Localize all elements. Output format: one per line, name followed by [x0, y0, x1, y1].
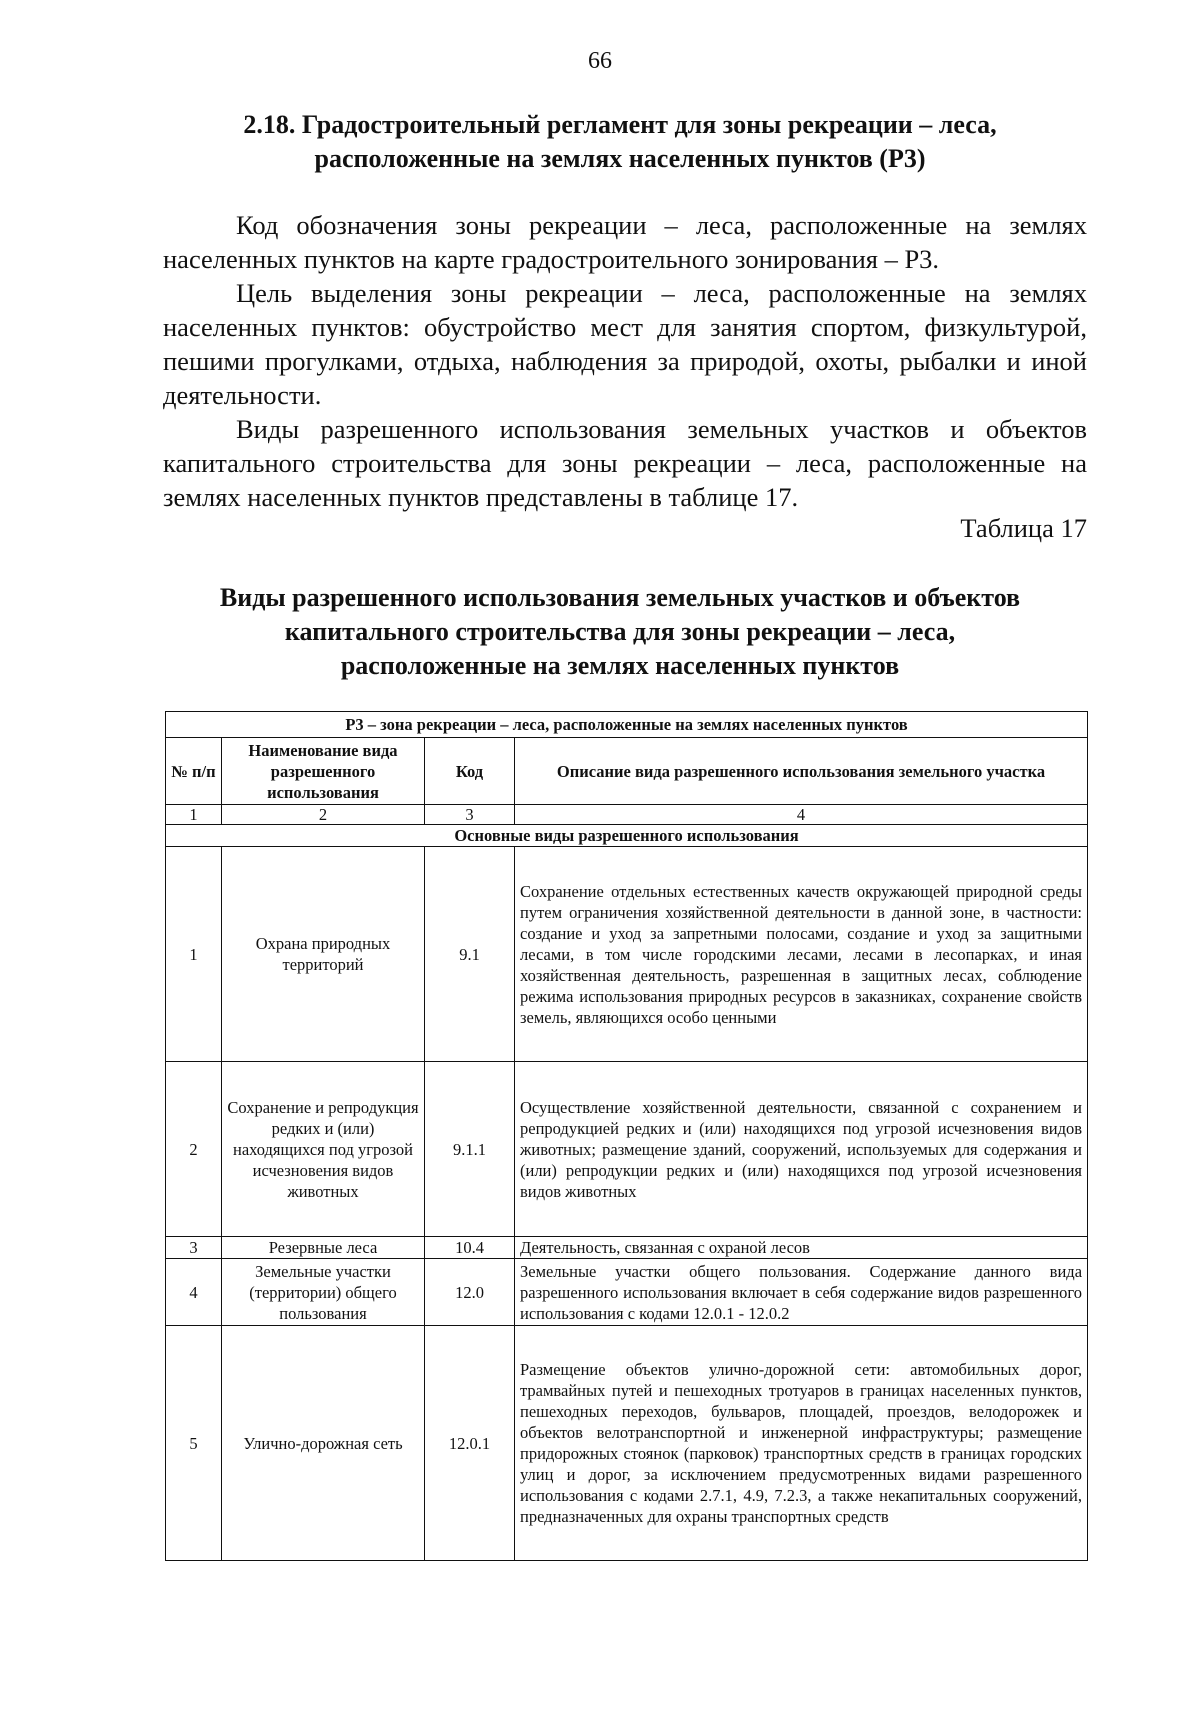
- table-title-line: Виды разрешенного использования земельных участков и объектов: [219, 583, 1021, 612]
- zone-header: Р3 – зона рекреации – леса, расположенные на землях населенных пунктов: [166, 712, 1088, 738]
- use-description: Размещение объектов улично-дорожной сети: автомобильных дорог, трамвайных путей и пешеходных тротуаров в границах населенных пунктов, пешеходных переходов, бульваров, площадей, проездов, велодорожек и объектов велотранспортной и инженерной инфраструктуры; размещение придорожных стоянок (парковок) транспортных средств в границах городских улиц и дорог, за исключением предусмотренных видами разрешенного использования с кодами 2.7.1, 4.9, 7.2.3, а также некапитальных сооружений, предназначенных для охраны транспортных средств: [515, 1326, 1088, 1561]
- table-row: [166, 1259, 1088, 1326]
- use-code: 10.4: [425, 1237, 515, 1259]
- column-number-row: [166, 805, 1088, 825]
- column-header-row: [166, 738, 1088, 805]
- row-number: 4: [166, 1259, 222, 1326]
- body-text: [163, 208, 1087, 514]
- land-use-table: [165, 711, 1088, 1561]
- use-description: Деятельность, связанная с охраной лесов: [515, 1237, 1088, 1259]
- table-row: [166, 1062, 1088, 1237]
- table-label: Таблица 17: [960, 513, 1087, 543]
- table-title-line: расположенные на землях населенных пунктов: [340, 651, 900, 680]
- table-title: [160, 581, 1080, 683]
- use-code: 9.1: [425, 847, 515, 1062]
- paragraph-zone-purpose: Цель выделения зоны рекреации – леса, расположенные на землях населенных пунктов: обустройство мест для занятия спортом, физкультурой, пешими прогулками, отдыха, наблюдения за природой, охоты, рыбалки и иной деятельности.: [163, 278, 1087, 410]
- zone-header-row: [166, 712, 1088, 738]
- column-header-num: № п/п: [166, 738, 222, 805]
- use-name: Земельные участки (территории) общего пользования: [222, 1259, 425, 1326]
- column-header-desc: Описание вида разрешенного использования земельного участка: [515, 738, 1088, 805]
- paragraph-zone-code: Код обозначения зоны рекреации – леса, расположенные на землях населенных пунктов на карте градостроительного зонирования – Р3.: [163, 210, 1087, 274]
- section-label: Основные виды разрешенного использования: [166, 825, 1088, 847]
- column-header-name: Наименование вида разрешенного использования: [222, 738, 425, 805]
- paragraph-table-reference: Виды разрешенного использования земельных участков и объектов капитального строительства для зоны рекреации – леса, расположенные на землях населенных пунктов представлены в таблице 17.: [163, 414, 1087, 512]
- section-heading-line: 2.18. Градостроительный регламент для зоны рекреации – леса,: [243, 110, 997, 139]
- row-number: 1: [166, 847, 222, 1062]
- column-header-code: Код: [425, 738, 515, 805]
- use-name: Улично-дорожная сеть: [222, 1326, 425, 1561]
- use-code: 12.0.1: [425, 1326, 515, 1561]
- section-heading: [160, 108, 1080, 176]
- use-name: Сохранение и репродукция редких и (или) находящихся под угрозой исчезновения видов животных: [222, 1062, 425, 1237]
- row-number: 2: [166, 1062, 222, 1237]
- table-row: [166, 1237, 1088, 1259]
- use-name: Резервные леса: [222, 1237, 425, 1259]
- use-name: Охрана природных территорий: [222, 847, 425, 1062]
- column-number: 4: [515, 805, 1088, 825]
- use-description: Осуществление хозяйственной деятельности, связанной с сохранением и репродукцией редких и (или) находящихся под угрозой исчезновения видов животных; размещение зданий, сооружений, используемых для содержания и (или) репродукции редких и (или) находящихся под угрозой исчезновения видов животных: [515, 1062, 1088, 1237]
- section-row: [166, 825, 1088, 847]
- table-row: [166, 847, 1088, 1062]
- use-code: 9.1.1: [425, 1062, 515, 1237]
- row-number: 5: [166, 1326, 222, 1561]
- page-number: 66: [588, 48, 612, 74]
- use-code: 12.0: [425, 1259, 515, 1326]
- row-number: 3: [166, 1237, 222, 1259]
- use-description: Сохранение отдельных естественных качеств окружающей природной среды путем ограничения хозяйственной деятельности в данной зоне, в частности: создание и уход за запретными полосами, создание и уход за защитными лесами, в том числе городскими лесами, лесами в лесопарках, и иная хозяйственная деятельность, разрешенная в защитных лесах, соблюдение режима использования природных ресурсов в заказниках, сохранение свойств земель, являющихся особо ценными: [515, 847, 1088, 1062]
- section-heading-line: расположенные на землях населенных пунктов (Р3): [314, 144, 926, 173]
- column-number: 1: [166, 805, 222, 825]
- table-row: [166, 1326, 1088, 1561]
- column-number: 2: [222, 805, 425, 825]
- column-number: 3: [425, 805, 515, 825]
- table-title-line: капитального строительства для зоны рекреации – леса,: [284, 617, 956, 646]
- use-description: Земельные участки общего пользования. Содержание данного вида разрешенного использования включает в себя содержание видов разрешенного использования с кодами 12.0.1 - 12.0.2: [515, 1259, 1088, 1326]
